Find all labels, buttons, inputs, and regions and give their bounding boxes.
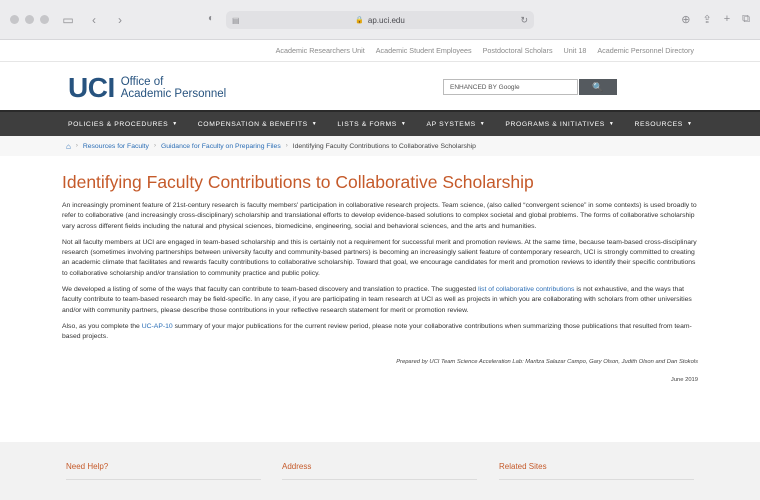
address-bar[interactable] bbox=[226, 11, 534, 29]
download-icon[interactable]: ⊕ bbox=[681, 14, 691, 26]
nav-ap-systems[interactable] bbox=[426, 121, 485, 128]
site-search bbox=[443, 79, 617, 95]
nav-resources[interactable] bbox=[634, 121, 692, 128]
uc-ap-10-link[interactable]: UC-AP-10 bbox=[141, 322, 173, 330]
sidebar-icon[interactable]: ▭ bbox=[62, 12, 74, 27]
logo-subtitle bbox=[121, 76, 226, 100]
nav-label: POLICIES & PROCEDURES bbox=[68, 120, 169, 128]
browser-toolbar bbox=[0, 0, 760, 40]
logo-uci: UCI bbox=[68, 72, 115, 103]
breadcrumb-guidance[interactable]: Guidance for Faculty on Preparing Files bbox=[160, 142, 281, 150]
site-footer bbox=[0, 442, 760, 500]
p4-text-before: Also, as you complete the bbox=[62, 322, 142, 330]
close-dot[interactable] bbox=[10, 15, 19, 24]
home-icon[interactable]: ⌂ bbox=[66, 141, 71, 151]
footer-address[interactable] bbox=[282, 456, 477, 480]
nav-programs[interactable] bbox=[505, 121, 614, 128]
search-input[interactable]: ENHANCED BY Google bbox=[443, 79, 578, 95]
page-title: Identifying Faculty Contributions to Collaborative Scholarship bbox=[62, 172, 534, 192]
credit-line: Prepared by UCI Team Science Acceleration Lab: Maritza Salazar Campo, Gary Olson, Judith Olson and Dan Stokols bbox=[396, 358, 698, 365]
chevron-right-icon: › bbox=[153, 143, 156, 149]
site-header bbox=[0, 62, 760, 110]
footer-related-sites[interactable] bbox=[499, 456, 694, 480]
nav-label: COMPENSATION & BENEFITS bbox=[197, 120, 308, 128]
caret-down-icon: ▼ bbox=[400, 121, 407, 127]
zoom-dot[interactable] bbox=[40, 15, 49, 24]
forward-icon[interactable]: › bbox=[118, 12, 122, 27]
search-button[interactable] bbox=[579, 79, 617, 95]
p3-text-before: We developed a listing of some of the ways that faculty can contribute to team-based discovery and translation to practice. The suggested bbox=[62, 286, 479, 294]
chevron-right-icon: › bbox=[285, 143, 288, 149]
nav-policies[interactable] bbox=[68, 121, 178, 128]
p4-text-after: summary of your major publications for the current review period, please note your collaborative contributions when summarizing those publications that resulted from team-based projects. bbox=[62, 322, 692, 341]
caret-down-icon: ▼ bbox=[608, 121, 615, 127]
utility-link-postdocs[interactable]: Postdoctoral Scholars bbox=[482, 46, 553, 55]
paragraph-1: An increasingly prominent feature of 21st-century research is faculty members' participation in collaborative research projects. Team science, (also called “convergent science” in some contexts) is used broadly to refer to collaborative (and increasingly cross-disciplinary) scholarship and translational efforts to develop evidence-based solutions to complex societal and global problems. The forms of collaborative scholarship vary across different fields including the natural and physical sciences, biomedicine, engineering, social and behavioral sciences, and the arts and humanities. bbox=[62, 202, 697, 230]
site-logo[interactable] bbox=[68, 72, 227, 103]
shield-icon[interactable]: ◐ bbox=[208, 13, 215, 24]
paragraph-2: Not all faculty members at UCI are engaged in team-based scholarship and this is certainly not a requirement for successful merit and promotion reviews. At the same time, because team-based cross-disciplinary research (sometimes involving partnerships between university faculty and community-based partners) is becoming an increasingly salient feature of contemporary research, UCI is strongly committed to creating an academic climate that facilitates and rewards faculty contributions to collaborative scholarship. Toward that goal, we encourage candidates for merit and promotion reviews to identify their specific contributions to collaborative scholarship and/or translation to community practice and public policy. bbox=[62, 238, 697, 277]
tab-icon: ▤ bbox=[232, 15, 240, 25]
footer-heading: Address bbox=[282, 462, 312, 471]
breadcrumb-resources[interactable]: Resources for Faculty bbox=[82, 142, 149, 150]
nav-compensation[interactable] bbox=[198, 121, 318, 128]
contributions-list-link[interactable]: list of collaborative contributions bbox=[478, 286, 575, 294]
utility-link-researchers[interactable]: Academic Researchers Unit bbox=[275, 46, 365, 55]
lock-icon: 🔒 bbox=[355, 17, 364, 24]
publish-date: June 2019 bbox=[670, 376, 698, 383]
nav-label: RESOURCES bbox=[634, 120, 683, 128]
url-text: ap.uci.edu bbox=[367, 15, 405, 25]
main-content bbox=[0, 156, 760, 383]
nav-label: PROGRAMS & INITIATIVES bbox=[505, 120, 605, 128]
paragraph-4 bbox=[62, 322, 698, 343]
logo-line1: Office of bbox=[120, 76, 164, 88]
breadcrumb bbox=[0, 136, 760, 156]
paragraph-3 bbox=[62, 285, 698, 316]
main-nav bbox=[0, 110, 760, 136]
utility-link-directory[interactable]: Academic Personnel Directory bbox=[597, 46, 694, 55]
utility-links bbox=[0, 40, 760, 62]
nav-label: AP SYSTEMS bbox=[426, 120, 476, 128]
back-icon[interactable]: ‹ bbox=[92, 12, 96, 27]
utility-link-student-employees[interactable]: Academic Student Employees bbox=[375, 46, 472, 55]
search-icon: 🔍 bbox=[592, 81, 604, 92]
browser-actions bbox=[681, 13, 750, 26]
logo-line2: Academic Personnel bbox=[120, 88, 227, 100]
tabs-overview-icon[interactable]: ⧉ bbox=[742, 13, 750, 25]
footer-need-help[interactable] bbox=[66, 456, 261, 480]
nav-lists-forms[interactable] bbox=[337, 121, 406, 128]
window-controls[interactable] bbox=[10, 15, 49, 24]
caret-down-icon: ▼ bbox=[686, 121, 693, 127]
footer-heading: Need Help? bbox=[66, 462, 109, 471]
caret-down-icon: ▼ bbox=[479, 121, 486, 127]
footer-heading: Related Sites bbox=[499, 462, 547, 471]
share-icon[interactable]: ⇪ bbox=[702, 14, 712, 26]
nav-label: LISTS & FORMS bbox=[337, 120, 397, 128]
new-tab-icon[interactable]: + bbox=[723, 13, 731, 25]
caret-down-icon: ▼ bbox=[311, 121, 318, 127]
chevron-right-icon: › bbox=[75, 143, 78, 149]
p3-text-after: is not exhaustive, and the ways that faculty contribute to team-based research may be field-specific. In any case, if you are participating in team research at UCI as well as projects in which you are collaborating with scholars from other universities and/or with community partners, please describe those contributions in your reflective research statement for merit or promotion review. bbox=[62, 286, 692, 314]
caret-down-icon: ▼ bbox=[172, 121, 178, 127]
utility-link-unit18[interactable]: Unit 18 bbox=[563, 46, 587, 55]
breadcrumb-current: Identifying Faculty Contributions to Collaborative Scholarship bbox=[292, 142, 476, 150]
reload-icon[interactable]: ↻ bbox=[520, 14, 528, 25]
minimize-dot[interactable] bbox=[25, 15, 34, 24]
